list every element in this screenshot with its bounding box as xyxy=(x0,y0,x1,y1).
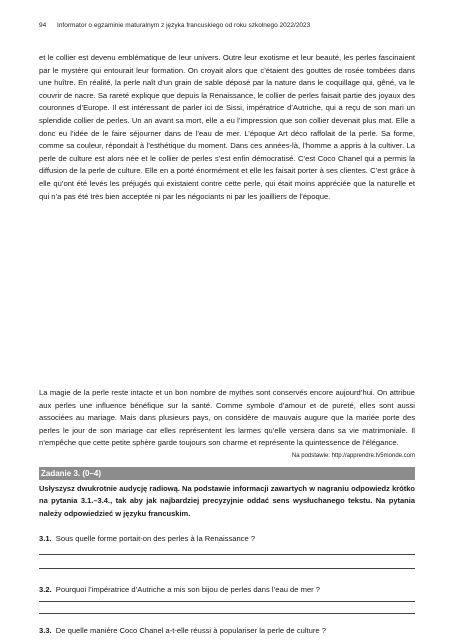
answer-line[interactable] xyxy=(39,554,415,555)
question-3-3 xyxy=(39,625,415,636)
question-3-1 xyxy=(39,533,415,544)
question-text: Pourquoi l’impératrice d’Autriche a mis son bijou de perles dans l’eau de mer ? xyxy=(55,585,321,594)
task-title: Zadanie 3. (0–4) xyxy=(41,469,102,478)
question-text: Sous quelle forme portait-on des perles à la Renaissance ? xyxy=(55,534,256,543)
question-number: 3.1. xyxy=(39,534,52,543)
page-header xyxy=(39,22,310,29)
answer-line[interactable] xyxy=(39,613,415,614)
header-title: Informator o egzaminie maturalnym z języka francuskiego od roku szkolnego 2022/2023 xyxy=(57,22,311,29)
task-instructions: Usłyszysz dwukrotnie audycję radiową. Na podstawie informacji zawartych w nagraniu odpowiedz krótko na pytania 3.1.–3.4., tak aby jak najbardziej precyzyjnie oddać sens wysłuchanego tekstu. Na pytania należy odpowiedzieć w języku francuskim. xyxy=(39,484,415,518)
question-number: 3.3. xyxy=(39,626,52,635)
answer-line[interactable] xyxy=(39,601,415,602)
question-text: De quelle manière Coco Chanel a-t-elle réussi à populariser la perle de culture ? xyxy=(55,626,326,635)
question-3-2 xyxy=(39,584,415,595)
answer-line[interactable] xyxy=(39,568,415,569)
question-number: 3.2. xyxy=(39,585,52,594)
page-number: 94 xyxy=(39,22,47,29)
text-paragraph-2: La magie de la perle reste intacte et un bon nombre de mythes sont conservés encore aujourd’hui. On attribue aux perles une influence bénéfique sur la santé. Comme symbole d’amour et de pureté, elles sont aussi associées au mariage. Mais dans plusieurs pays, on considère de mauvais augure que la mariée porte des perles le jour de son mariage car elles représentent les larmes qu’elle versera dans sa vie matrimoniale. Il n’empêche que cette petite sphère garde toujours son charme et représente la quintessence de l’élégance. xyxy=(39,388,415,448)
source-citation: Na podstawie: http://apprendre.tv5monde.com xyxy=(291,453,415,459)
task-title-bar xyxy=(39,467,415,480)
text-paragraph-1: et le collier est devenu emblématique de leur univers. Outre leur exotisme et leur beauté, les perles fascinaient par le mystère qui entourait leur formation. On croyait alors que c’étaient des gouttes de rosée tombées dans une huître. En réalité, la perle naît d’un grain de sable déposé par la nature dans le coquillage qui, gêné, va le couvrir de nacre. Sa rareté explique que depuis la Renaissance, le collier de perles faisait partie des joyaux des couronnes d’Europe. Il est intéressant de parler ici de Sissi, impératrice d’Autriche, qui a reçu de son mari un splendide collier de perles. Un an avant sa mort, elle a eu l’impression que son collier devenait plus mat. Elle a donc eu l’idée de le faire séjourner dans de l’eau de mer. L’époque Art déco raffolait de la perle. Sa forme, comme sa couleur, répondait à l’esthétique du moment. Dans ces années-là, l’homme a appris à la cultiver. La perle de culture est alors née et le collier de perles s’est enfin démocratisé. C’est Coco Chanel qui a permis la diffusion de la perle de culture. Elle en a porté énormément et elle les faisait porter à ses clientes. C’est grâce à elle qu’ont été levés les préjugés qui existaient contre cette perle, qui était moins appréciée que la naturelle et qui n’a pas été très bien acceptée ni par les négociants ni par les joailliers de l’époque. xyxy=(39,53,415,201)
